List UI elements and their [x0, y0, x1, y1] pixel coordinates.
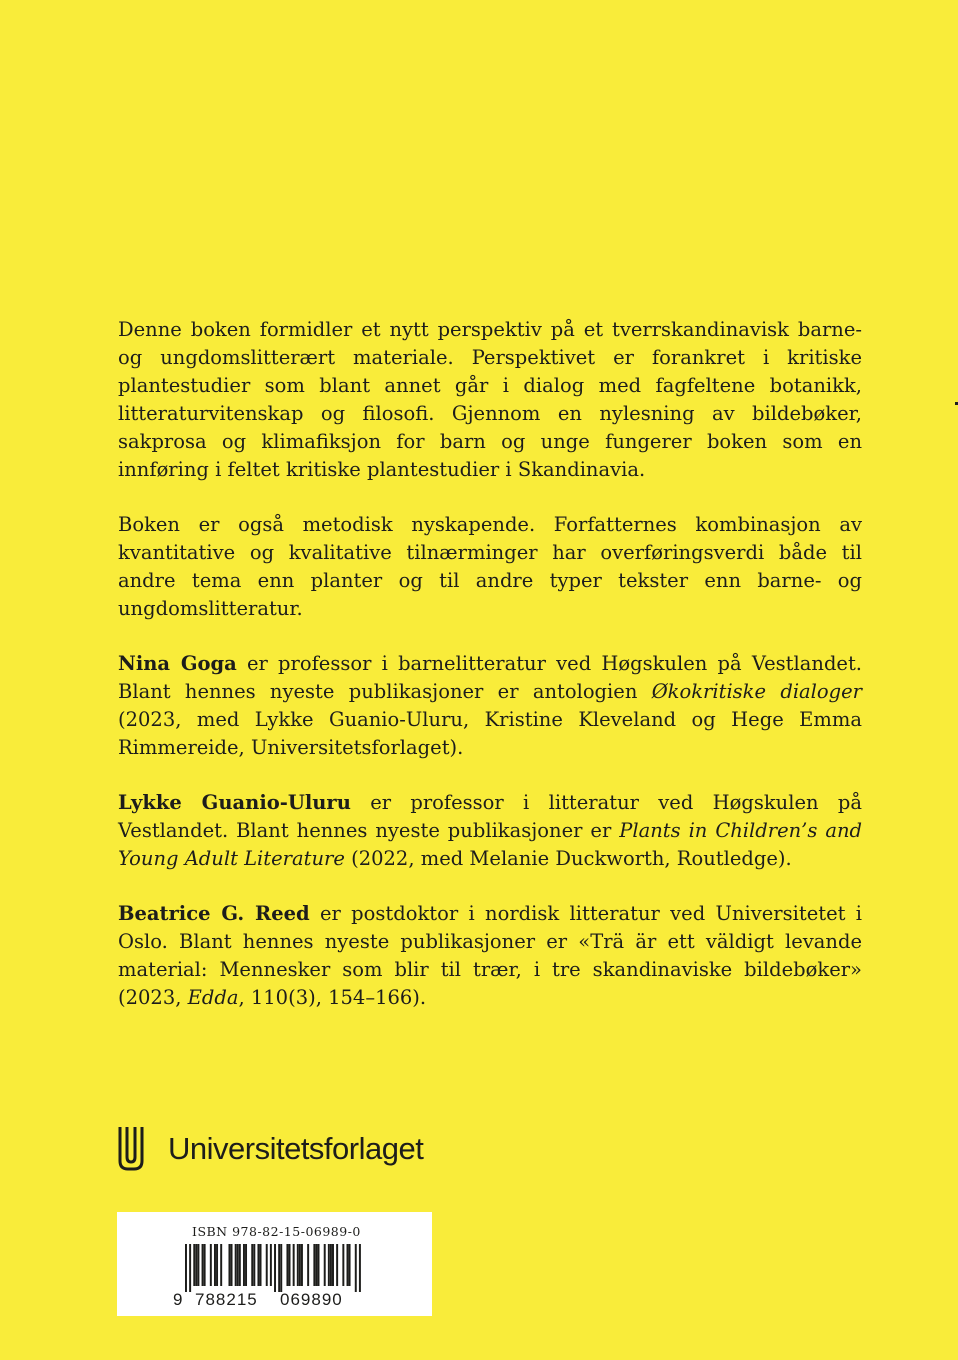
- journal-title: Edda: [187, 986, 239, 1009]
- barcode-bar: [266, 1244, 268, 1286]
- publisher-logo: [118, 1124, 423, 1174]
- barcode-bar: [197, 1244, 199, 1286]
- back-cover-blurb: [118, 316, 862, 1012]
- isbn-label: ISBN 978-82-15-06989-0: [192, 1224, 361, 1239]
- barcode-bar: [307, 1244, 309, 1286]
- barcode-bar: [328, 1244, 330, 1286]
- barcode-bar: [315, 1244, 317, 1286]
- author-bio-beatrice-reed: [118, 900, 862, 1012]
- barcode-digit-first: 9: [173, 1290, 184, 1309]
- author-bio-text: (2022, med Melanie Duckworth, Routledge).: [344, 847, 792, 870]
- barcode-bar: [202, 1244, 204, 1286]
- barcode-bar: [313, 1244, 315, 1286]
- book-title: Økokritiske dialoger: [651, 680, 862, 703]
- barcode-bar: [251, 1244, 253, 1286]
- barcode-bar: [330, 1244, 332, 1286]
- barcode-bar: [297, 1244, 299, 1286]
- barcode-digits-left: 788215: [195, 1290, 258, 1309]
- barcode-bar: [189, 1244, 191, 1292]
- author-name: Nina Goga: [118, 652, 237, 675]
- barcode-bar: [245, 1244, 247, 1286]
- barcode-bar: [349, 1244, 351, 1286]
- barcode-bar: [318, 1244, 320, 1286]
- author-bio-text: , 110(3), 154–166).: [238, 986, 427, 1009]
- universitetsforlaget-logo-icon: [118, 1127, 144, 1171]
- blurb-paragraph-2: Boken er også metodisk nyskapende. Forfatternes kombinasjon av kvantitative og kvalitative tilnærminger har overføringsverdi både til andre tema enn planter og til andre typer tekster enn barne- og ungdomslitteratur.: [118, 513, 862, 620]
- barcode-bar: [228, 1244, 230, 1286]
- barcode-bar: [324, 1244, 326, 1286]
- barcode-bar: [185, 1244, 187, 1292]
- barcode-bar: [210, 1244, 212, 1286]
- barcode-bar: [204, 1244, 206, 1286]
- publisher-name: Universitetsforlaget: [168, 1131, 424, 1166]
- barcode-bar: [193, 1244, 195, 1286]
- barcode-bar: [270, 1244, 272, 1286]
- blurb-paragraph-1: Denne boken formidler et nytt perspektiv på et tverrskandinavisk barne- og ungdomslitterært materiale. Perspektivet er forankret i kritiske plantestudier som blant annet går i dialog med fagfeltene botanikk, litteraturvitenskap og filosofi. Gjennom en nylesning av bildebøker, sakprosa og klimafiksjon for barn og unge fungerer boken som en innføring i feltet kritiske plantestudier i Skandinavia.: [118, 318, 862, 481]
- author-bio-text: er postdoktor i nordisk litteratur ved Universitetet i Oslo. Blant hennes nyeste publikasjoner er «Trä är ett väldigt levande material: Mennesker som blir til trær, i tre skandinaviske bildebøker» (2023,: [118, 902, 862, 1009]
- barcode-bar: [235, 1244, 237, 1286]
- barcode-bar: [257, 1244, 259, 1286]
- author-bio-nina-goga: [118, 650, 862, 762]
- barcode-bar: [347, 1244, 349, 1286]
- barcode-bar: [220, 1244, 222, 1286]
- barcode-bar: [274, 1244, 276, 1292]
- barcode-bar: [299, 1244, 301, 1286]
- barcode-bar: [336, 1244, 338, 1286]
- barcode-bar: [342, 1244, 344, 1286]
- author-bio-text: er professor i litteratur ved Høgskulen på Vestlandet. Blant hennes nyeste publikasjoner er: [118, 791, 862, 842]
- author-bio-text: er professor i barnelitteratur ved Høgskulen på Vestlandet. Blant hennes nyeste publikasjoner er antologien: [118, 652, 862, 703]
- barcode-bar: [332, 1244, 334, 1286]
- barcode-bar: [216, 1244, 218, 1286]
- barcode-bar: [231, 1244, 233, 1286]
- author-bio-lykke-guanio-uluru: [118, 789, 862, 873]
- barcode-bar: [289, 1244, 291, 1286]
- barcode-box: [117, 1212, 432, 1316]
- author-bio-text: (2023, med Lykke Guanio-Uluru, Kristine Kleveland og Hege Emma Rimmereide, Universitetsforlaget).: [118, 708, 862, 759]
- barcode-bar: [253, 1244, 255, 1286]
- barcode-icon: [185, 1244, 361, 1292]
- barcode-bar: [301, 1244, 303, 1286]
- barcode-bar: [286, 1244, 288, 1286]
- book-title: Plants in Children’s and Young Adult Literature: [118, 819, 862, 870]
- barcode-bar: [359, 1244, 361, 1292]
- barcode-bar: [355, 1244, 357, 1292]
- barcode-bar: [260, 1244, 262, 1286]
- barcode-bar: [214, 1244, 216, 1286]
- barcode-bar: [195, 1244, 197, 1286]
- barcode-bar: [280, 1244, 282, 1292]
- author-name: Lykke Guanio-Uluru: [118, 791, 351, 814]
- author-name: Beatrice G. Reed: [118, 902, 310, 925]
- barcode-digits-right: 069890: [280, 1290, 343, 1309]
- barcode-bar: [293, 1244, 295, 1286]
- barcode-bar: [243, 1244, 245, 1286]
- barcode-bar: [278, 1244, 280, 1292]
- barcode-bar: [237, 1244, 239, 1286]
- barcode-bar: [239, 1244, 241, 1286]
